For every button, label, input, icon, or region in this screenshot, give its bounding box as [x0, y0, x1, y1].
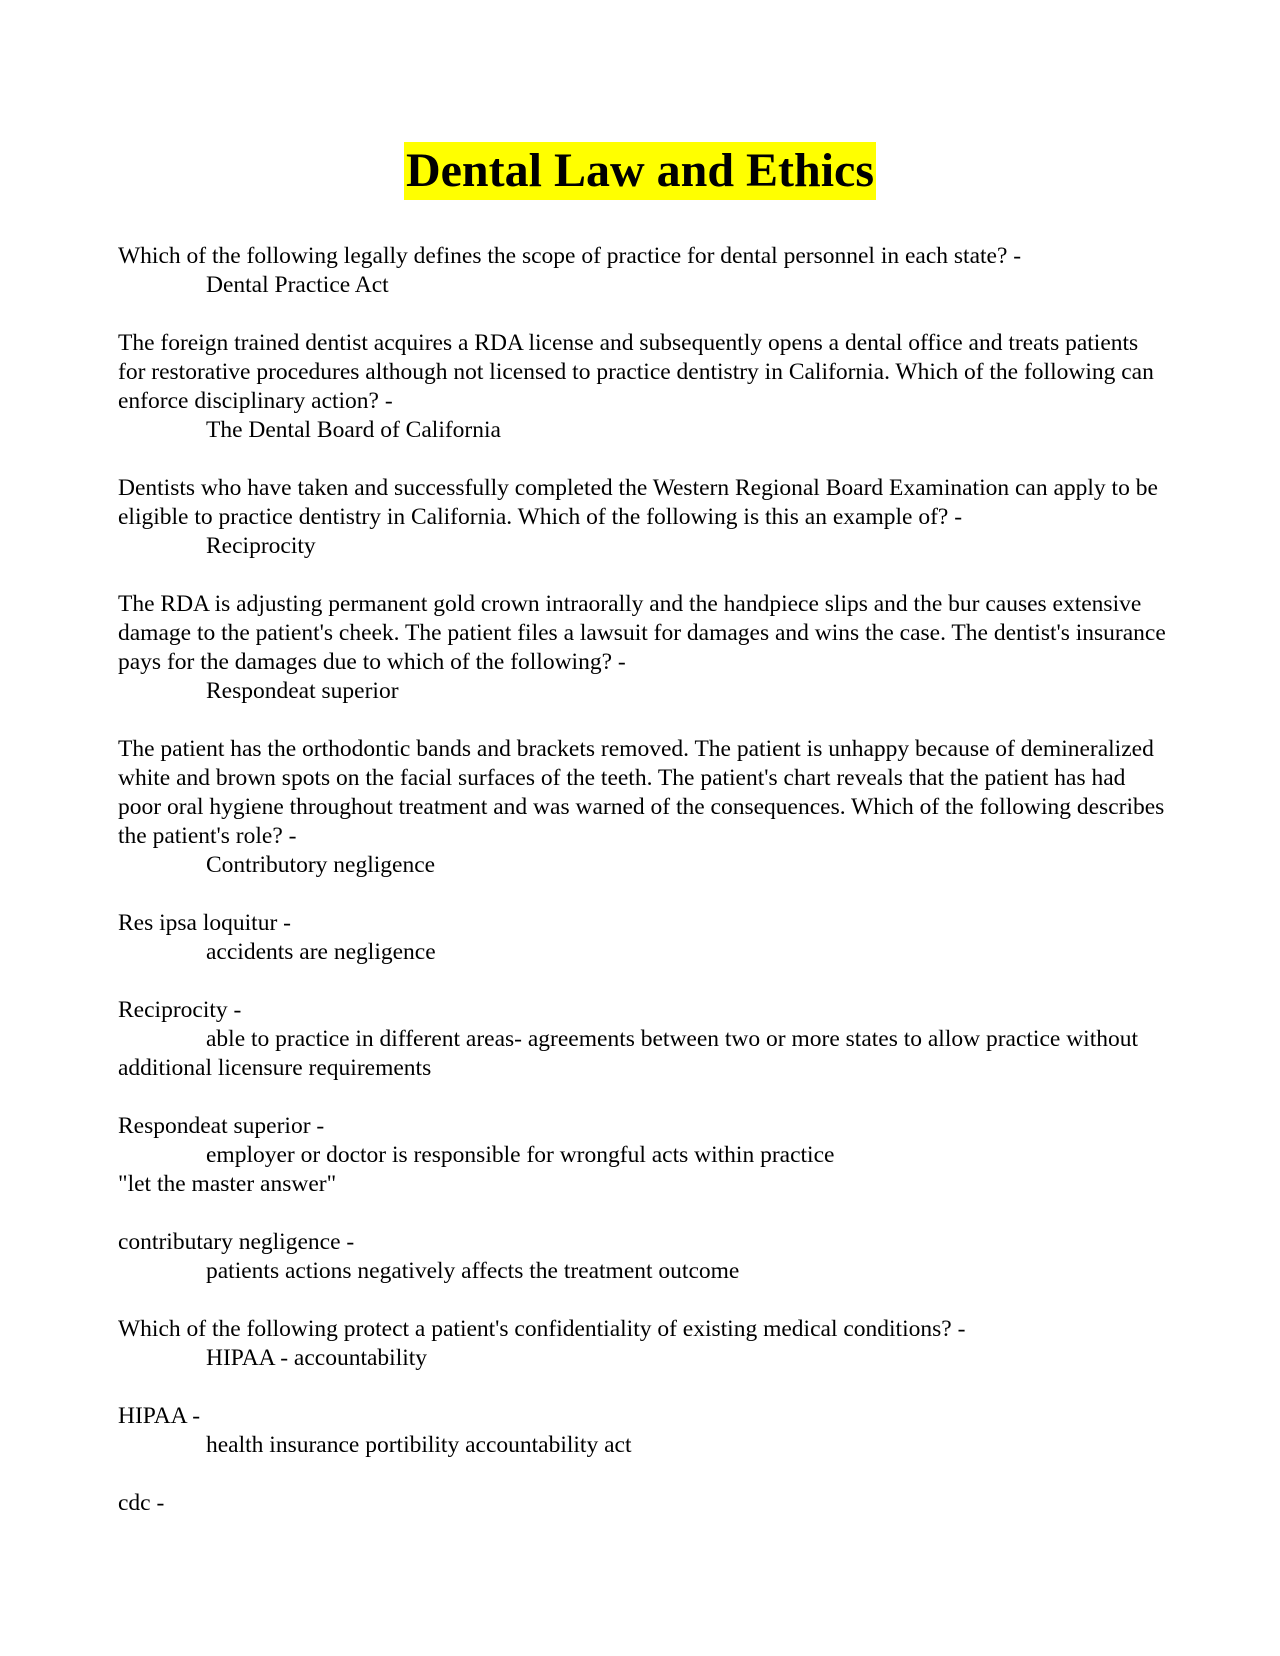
- answer-text: HIPAA - accountability: [206, 1345, 428, 1371]
- qa-entry: [118, 590, 1168, 706]
- qa-entry: [118, 735, 1168, 880]
- term-text: Respondeat superior -: [118, 1113, 325, 1139]
- definition-text: patients actions negatively affects the treatment outcome: [206, 1258, 740, 1284]
- qa-entry: [118, 1112, 1168, 1199]
- question-text: Which of the following protect a patient's confidentiality of existing medical conditions? -: [118, 1316, 966, 1342]
- question-text: Which of the following legally defines the scope of practice for dental personnel in each state? -: [118, 243, 1022, 269]
- definition-extra-text: "let the master answer": [118, 1171, 337, 1197]
- qa-list: [118, 242, 1168, 1547]
- question-text: The foreign trained dentist acquires a RDA license and subsequently opens a dental office and treats patients for restorative procedures although not licensed to practice dentistry in California. Which of the following can enforce disciplinary action? -: [118, 330, 1154, 414]
- definition-text: employer or doctor is responsible for wrongful acts within practice: [206, 1142, 835, 1168]
- answer-text: Dental Practice Act: [206, 272, 389, 298]
- question-text: Dentists who have taken and successfully completed the Western Regional Board Examination can apply to be eligible to practice dentistry in California. Which of the following is this an example of? -: [118, 475, 1158, 530]
- qa-entry: [118, 329, 1168, 445]
- term-text: contributary negligence -: [118, 1229, 355, 1255]
- question-text: The patient has the orthodontic bands and brackets removed. The patient is unhappy because of demineralized white and brown spots on the facial surfaces of the teeth. The patient's chart reveals that the patient has had poor oral hygiene throughout treatment and was warned of the consequences. Which of the following describes the patient's role? -: [118, 736, 1165, 849]
- qa-entry: [118, 996, 1168, 1083]
- definition-text: accidents are negligence: [206, 939, 436, 965]
- qa-entry: [118, 1489, 1168, 1518]
- question-text: The RDA is adjusting permanent gold crown intraorally and the handpiece slips and the bur causes extensive damage to the patient's cheek. The patient files a lawsuit for damages and wins the case. The dentist's insurance pays for the damages due to which of the following? -: [118, 591, 1166, 675]
- answer-text: The Dental Board of California: [206, 417, 501, 443]
- title-wrapper: [0, 142, 1280, 200]
- term-text: Res ipsa loquitur -: [118, 910, 291, 936]
- qa-entry: [118, 1315, 1168, 1373]
- qa-entry: [118, 242, 1168, 300]
- page-title: Dental Law and Ethics: [404, 142, 876, 200]
- definition-text: able to practice in different areas- agreements between two or more states to allow practice without additional licensure requirements: [118, 1026, 1139, 1081]
- definition-text: health insurance portibility accountability act: [206, 1432, 632, 1458]
- qa-entry: [118, 909, 1168, 967]
- qa-entry: [118, 474, 1168, 561]
- term-text: HIPAA -: [118, 1403, 201, 1429]
- qa-entry: [118, 1228, 1168, 1286]
- term-text: cdc -: [118, 1490, 165, 1516]
- answer-text: Contributory negligence: [206, 852, 436, 878]
- term-text: Reciprocity -: [118, 997, 242, 1023]
- qa-entry: [118, 1402, 1168, 1460]
- answer-text: Reciprocity: [206, 533, 316, 559]
- answer-text: Respondeat superior: [206, 678, 399, 704]
